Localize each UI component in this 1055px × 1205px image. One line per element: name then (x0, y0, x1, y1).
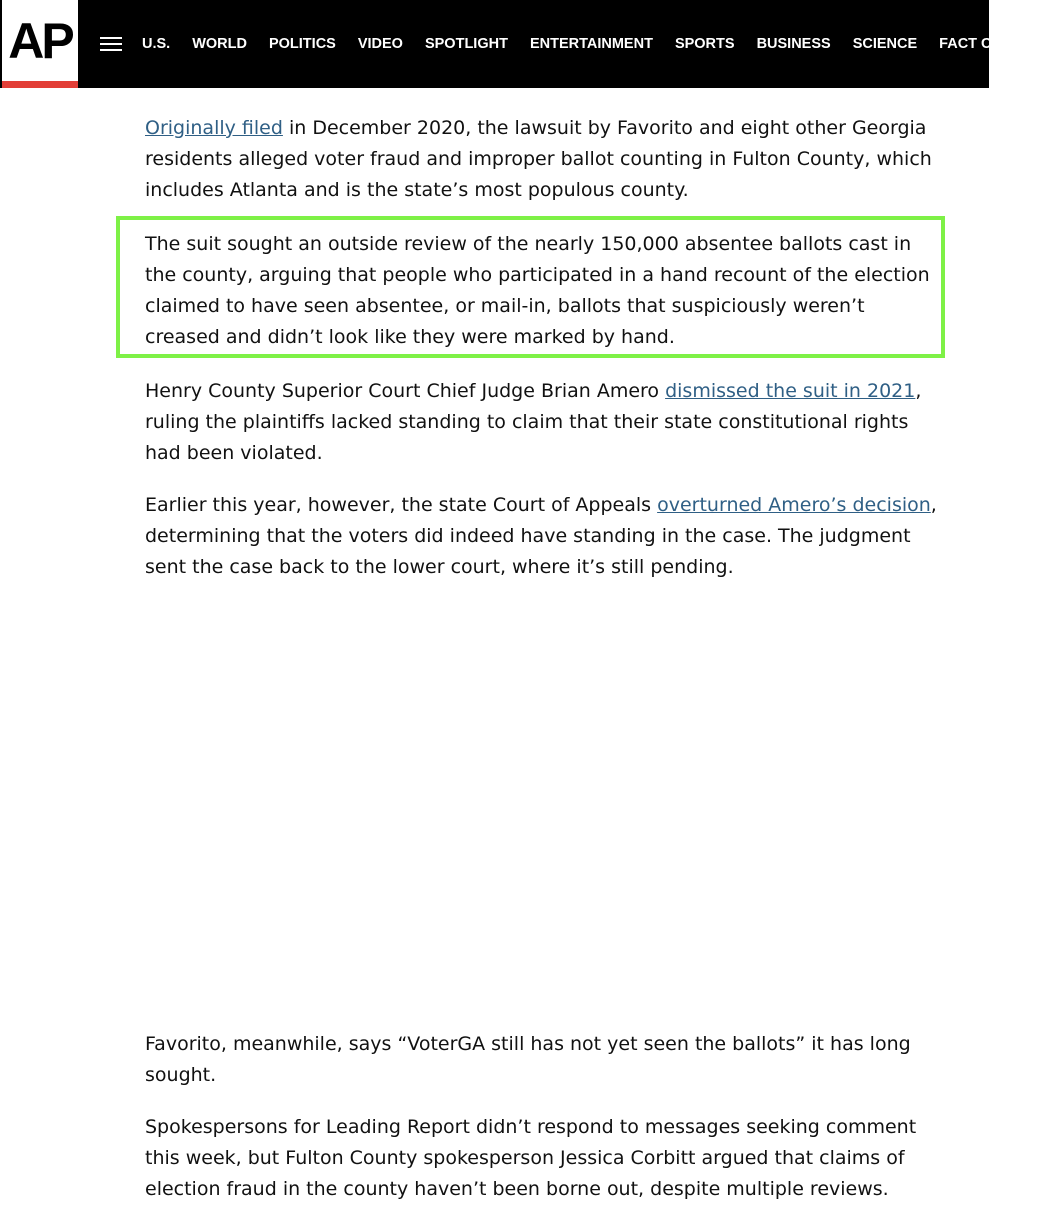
nav-item-us[interactable]: U.S. (142, 36, 171, 52)
paragraph-4 (145, 490, 945, 583)
paragraph-2-text: The suit sought an outside review of the nearly 150,000 absentee ballots cast in the county, arguing that people who participated in a hand recount of the election claimed to have seen absentee, or mail-in, ballots that suspiciously weren’t creased and didn’t look like they were marked by hand. (145, 233, 930, 348)
dismissed-suit-link[interactable]: dismissed the suit in 2021 (665, 380, 916, 402)
ap-logo[interactable]: AP (2, 0, 78, 81)
hamburger-menu-icon[interactable] (100, 35, 122, 53)
paragraph-5-text: Favorito, meanwhile, says “VoterGA still has not yet seen the ballots” it has long sought. (145, 1033, 911, 1086)
paragraph-4-text-after: , determining that the voters did indeed have standing in the case. The judgment sent the case back to the lower court, where it’s still pending. (145, 494, 937, 578)
paragraph-3-text-after: , ruling the plaintiffs lacked standing to claim that their state constitutional rights had been violated. (145, 380, 922, 464)
nav-item-sports[interactable]: SPORTS (674, 36, 735, 52)
nav-item-business[interactable]: BUSINESS (756, 36, 831, 52)
nav-item-video[interactable]: VIDEO (357, 36, 403, 52)
overturned-decision-link[interactable]: overturned Amero’s decision (657, 494, 931, 516)
paragraph-1 (145, 113, 945, 206)
nav-item-politics[interactable]: POLITICS (268, 36, 336, 52)
nav-item-science[interactable]: SCIENCE (852, 36, 918, 52)
paragraph-4-text-before: Earlier this year, however, the state Court of Appeals (145, 494, 658, 516)
logo-accent-bar (2, 81, 78, 88)
paragraph-5 (145, 1029, 945, 1091)
nav-item-fact-check[interactable]: FACT CHECK (939, 36, 1033, 52)
paragraph-6 (145, 1112, 945, 1205)
nav-item-spotlight[interactable]: SPOTLIGHT (424, 36, 508, 52)
nav-item-entertainment[interactable]: ENTERTAINMENT (529, 36, 653, 52)
paragraph-3 (145, 376, 945, 469)
paragraph-6-text: Spokespersons for Leading Report didn’t respond to messages seeking comment this week, but Fulton County spokesperson Jessica Corbitt argued that claims of election fraud in the county haven’t been borne out, despite multiple reviews. (145, 1116, 917, 1200)
top-navigation-bar (0, 0, 1033, 88)
paragraph-3-text-before: Henry County Superior Court Chief Judge Brian Amero (145, 380, 666, 402)
originally-filed-link[interactable]: Originally filed (145, 117, 283, 139)
nav-item-world[interactable]: WORLD (192, 36, 247, 52)
paragraph-1-text: in December 2020, the lawsuit by Favorito and eight other Georgia residents alleged voter fraud and improper ballot counting in Fulton County, which includes Atlanta and is the state’s most populous county. (145, 117, 932, 201)
paragraph-2 (145, 229, 945, 353)
article-body (145, 113, 945, 1205)
section-nav (142, 0, 1055, 88)
